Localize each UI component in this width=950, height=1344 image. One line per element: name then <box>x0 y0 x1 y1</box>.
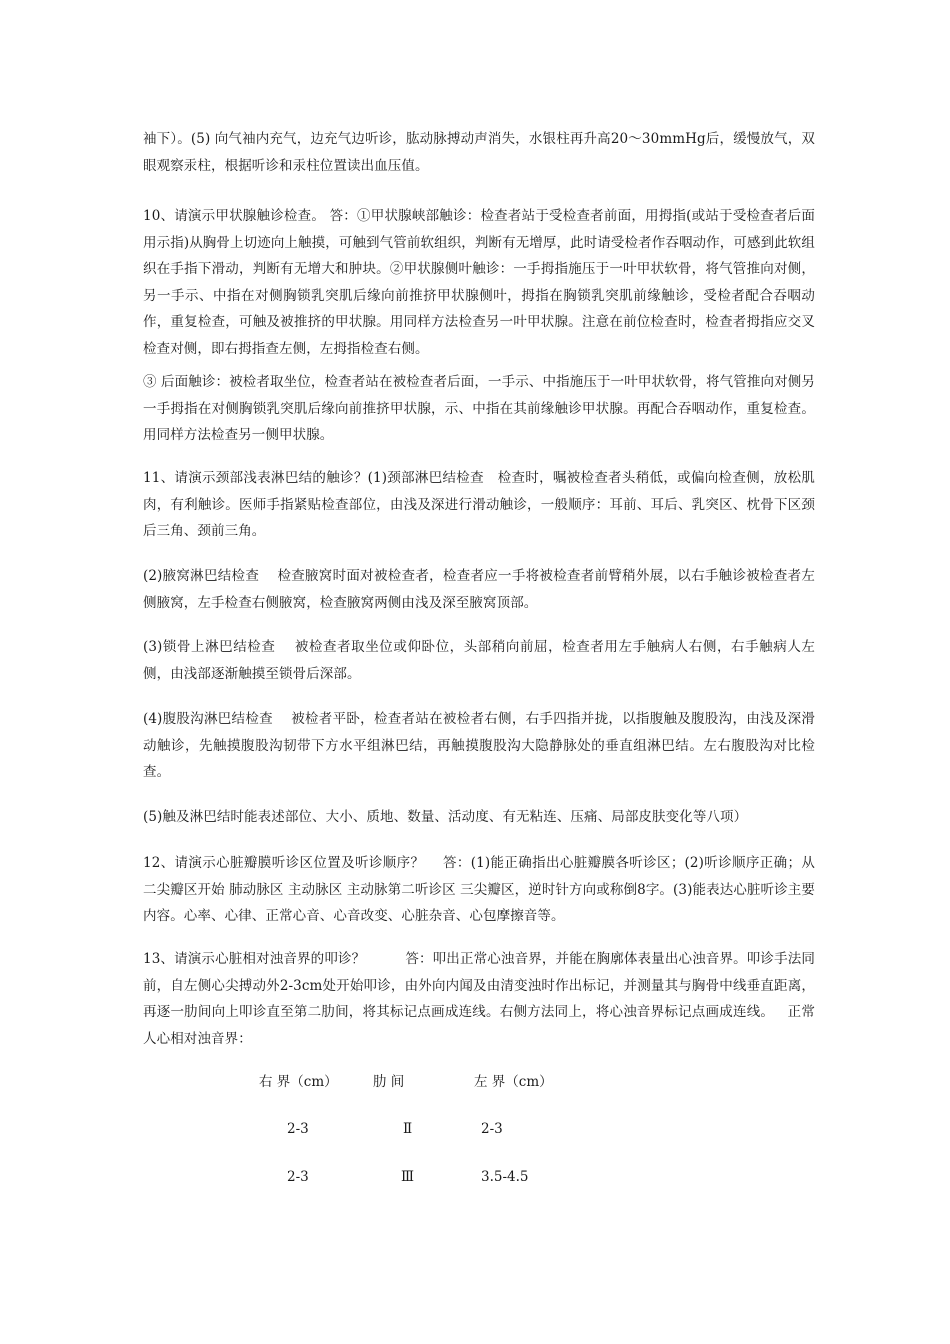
table-row <box>0 1165 950 1189</box>
table-header-intercostal: 肋 间 <box>373 1074 405 1090</box>
table-cell-left: 3.5-4.5 <box>481 1169 529 1185</box>
table-header-right: 右 界（cm） <box>259 1074 338 1090</box>
table-cell-right: 2-3 <box>287 1121 309 1137</box>
table-cell-left: 2-3 <box>481 1121 503 1137</box>
table-header-row <box>0 1070 950 1094</box>
table-cell-intercostal: Ⅱ <box>403 1121 413 1137</box>
table-cell-right: 2-3 <box>287 1169 309 1185</box>
paragraph-inguinal-lymph: (4)腹股沟淋巴结检查 被检者平卧，检查者站在被检者右侧，右手四指并拢，以指腹触及腹股沟，由浅及深滑动触诊，先触摸腹股沟韧带下方水平组淋巴结，再触摸腹股沟大隐静脉处的垂直组淋巴结。左右腹股沟对比检查。 <box>143 711 815 780</box>
table-header-left: 左 界（cm） <box>474 1074 553 1090</box>
paragraph-heart-percussion: 13、请演示心脏相对浊音界的叩诊？ 答：叩出正常心浊音界，并能在胸廓体表量出心浊音界。叩诊手法同前，自左侧心尖搏动外2-3cm处开始叩诊，由外向内闻及由清变浊时作出标记，并测量其与胸骨中线垂直距离，再逐一肋间向上叩诊直至第二肋间，将其标记点画成连线。右侧方法同上，将心浊音界标记点画成连线。 正常人心相对浊音界： <box>143 951 815 1047</box>
paragraph-blood-pressure: 袖下）。(5) 向气袖内充气，边充气边听诊，肱动脉搏动声消失，水银柱再升高20～30mmHg后，缓慢放气，双眼观察汞柱，根据听诊和汞柱位置读出血压值。 <box>143 131 815 174</box>
paragraph-supraclavicular-lymph: (3)锁骨上淋巴结检查 被检查者取坐位或仰卧位，头部稍向前屈，检查者用左手触病人右侧，右手触病人左侧，由浅部逐渐触摸至锁骨后深部。 <box>143 639 815 682</box>
paragraph-thyroid-back: ③ 后面触诊：被检者取坐位，检查者站在被检查者后面，一手示、中指施压于一叶甲状软骨，将气管推向对侧另一手拇指在对侧胸锁乳突肌后缘向前推挤甲状腺，示、中指在其前缘触诊甲状腺。再配合吞咽动作，重复检查。用同样方法检查另一侧甲状腺。 <box>143 374 815 443</box>
paragraph-heart-auscultation: 12、请演示心脏瓣膜听诊区位置及听诊顺序？ 答：(1)能正确指出心脏瓣膜各听诊区；(2)听诊顺序正确；从二尖瓣区开始 肺动脉区 主动脉区 主动脉第二听诊区 三尖瓣区，逆时针方向或称倒8字。(3)能表达心脏听诊主要内容。心率、心律、正常心音、心音改变、心脏杂音、心包摩擦音等。 <box>143 855 815 924</box>
paragraph-neck-lymph: 11、请演示颈部浅表淋巴结的触诊？(1)颈部淋巴结检查 检查时，嘱被检查者头稍低，或偏向检查侧，放松肌肉，有利触诊。医师手指紧贴检查部位，由浅及深进行滑动触诊，一般顺序：耳前、耳后、乳突区、枕骨下区颈后三角、颈前三角。 <box>143 470 815 539</box>
paragraph-lymph-summary: (5)触及淋巴结时能表述部位、大小、质地、数量、活动度、有无粘连、压痛、局部皮肤变化等八项） <box>143 809 748 825</box>
table-cell-intercostal: Ⅲ <box>401 1169 415 1185</box>
table-row <box>0 1117 950 1141</box>
paragraph-axillary-lymph: (2)腋窝淋巴结检查 检查腋窝时面对被检查者，检查者应一手将被检查者前臂稍外展，以右手触诊被检查者左侧腋窝，左手检查右侧腋窝，检查腋窝两侧由浅及深至腋窝顶部。 <box>143 568 815 611</box>
paragraph-thyroid-front: 10、请演示甲状腺触诊检查。 答：①甲状腺峡部触诊：检查者站于受检查者前面，用拇指(或站于受检查者后面用示指)从胸骨上切迹向上触摸，可触到气管前软组织，判断有无增厚，此时请受检者作吞咽动作，可感到此软组织在手指下滑动，判断有无增大和肿块。②甲状腺侧叶触诊：一手拇指施压于一叶甲状软骨，将气管推向对侧，另一手示、中指在对侧胸锁乳突肌后缘向前推挤甲状腺侧叶，拇指在胸锁乳突肌前缘触诊，受检者配合吞咽动作，重复检查，可触及被推挤的甲状腺。用同样方法检查另一叶甲状腺。注意在前位检查时，检查者拇指应交叉检查对侧，即右拇指查左侧，左拇指检查右侧。 <box>143 208 815 357</box>
